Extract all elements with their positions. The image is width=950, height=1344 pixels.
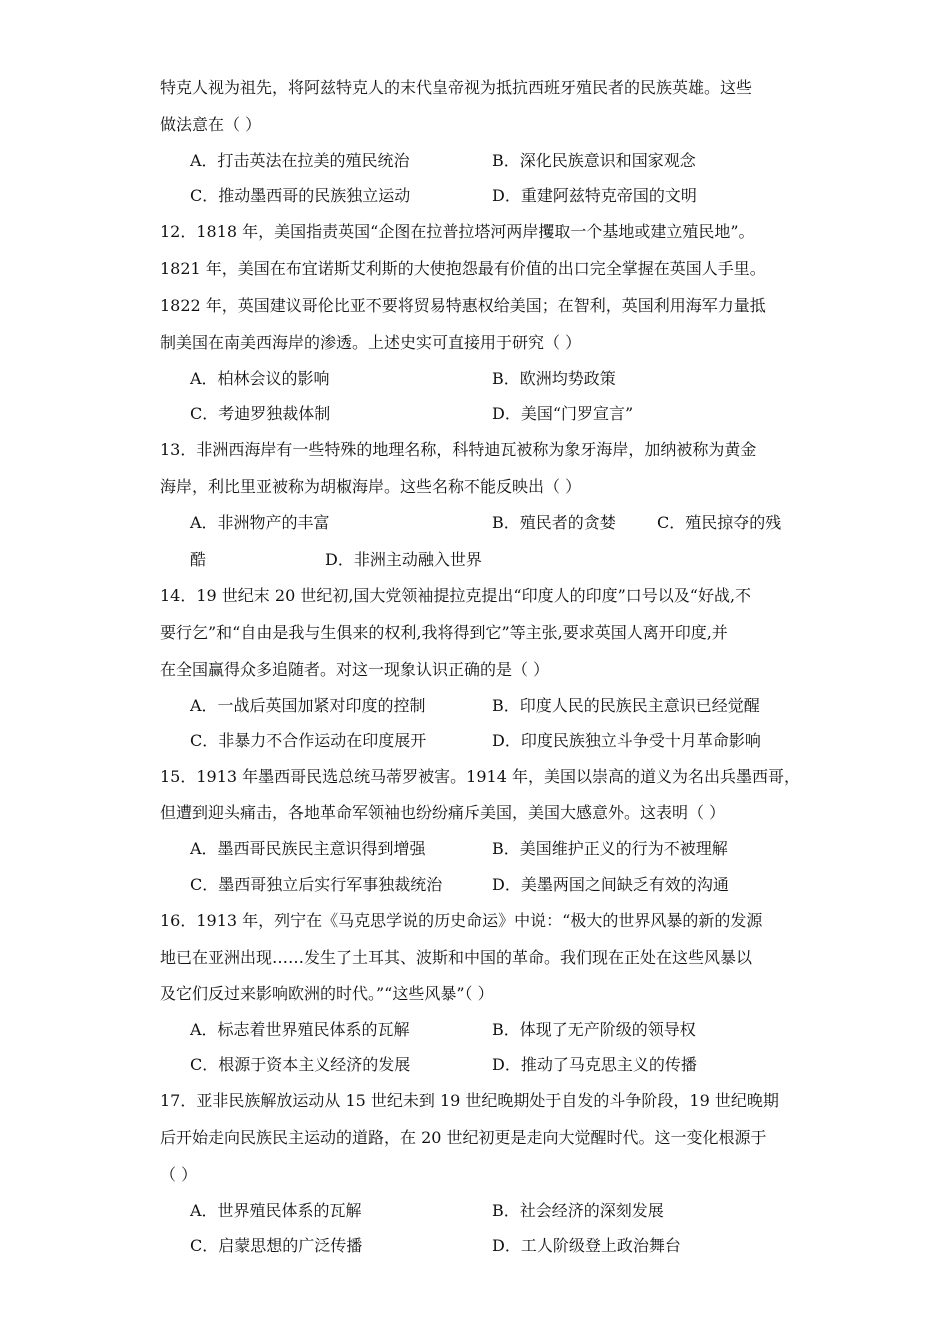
q14-stem-line-1: 14．19 世纪末 20 世纪初,国大党领袖提拉克提出“印度人的印度”口号以及“好战,不 — [160, 586, 752, 605]
q15-option-c: C．墨西哥独立后实行军事独裁统治 — [190, 875, 443, 894]
q12-stem-line-1: 12．1818 年，美国指责英国“企图在拉普拉塔河两岸攫取一个基地或建立殖民地”。 — [160, 222, 755, 241]
q16-option-d: D．推动了马克思主义的传播 — [492, 1055, 697, 1074]
q11-stem-line-1: 特克人视为祖先，将阿兹特克人的末代皇帝视为抵抗西班牙殖民者的民族英雄。这些 — [160, 78, 753, 97]
q12-stem-line-3: 1822 年，英国建议哥伦比亚不要将贸易特惠权给美国；在智利，英国利用海军力量抵 — [160, 296, 766, 315]
q14-option-d: D．印度民族独立斗争受十月革命影响 — [492, 731, 761, 750]
q16-stem-line-3: 及它们反过来影响欧洲的时代。”“这些风暴”（ ） — [160, 984, 494, 1003]
q11-option-c: C．推动墨西哥的民族独立运动 — [190, 186, 411, 205]
q11-option-b: B．深化民族意识和国家观念 — [492, 151, 696, 170]
q16-stem-line-1: 16．1913 年，列宁在《马克思学说的历史命运》中说：“极大的世界风暴的新的发源 — [160, 911, 763, 930]
q17-stem-line-1: 17．亚非民族解放运动从 15 世纪未到 19 世纪晚期处于自发的斗争阶段，19 世纪晚期 — [160, 1091, 779, 1110]
q13-option-d: D．非洲主动融入世界 — [325, 550, 482, 569]
q13-option-a: A．非洲物产的丰富 — [190, 513, 330, 532]
q17-stem-line-2: 后开始走向民族民主运动的道路，在 20 世纪初更是走向大觉醒时代。这一变化根源于 — [160, 1128, 767, 1147]
q14-option-c: C．非暴力不合作运动在印度展开 — [190, 731, 427, 750]
q12-option-c: C．考迪罗独裁体制 — [190, 404, 331, 423]
q15-option-b: B．美国维护正义的行为不被理解 — [492, 839, 728, 858]
q16-option-c: C．根源于资本主义经济的发展 — [190, 1055, 411, 1074]
q12-stem-line-2: 1821 年，美国在布宜诺斯艾利斯的大使抱怨最有价值的出口完全掌握在英国人手里。 — [160, 259, 766, 278]
q17-option-b: B．社会经济的深刻发展 — [492, 1201, 664, 1220]
q15-stem-line-2: 但遭到迎头痛击，各地革命军领袖也纷纷痛斥美国，美国大感意外。这表明（ ） — [160, 803, 726, 822]
q17-option-a: A．世界殖民体系的瓦解 — [190, 1201, 362, 1220]
q15-stem-line-1: 15．1913 年墨西哥民选总统马蒂罗被害。1914 年，美国以崇高的道义为名出兵墨西哥， — [160, 767, 800, 786]
q13-stem-line-1: 13．非洲西海岸有一些特殊的地理名称，科特迪瓦被称为象牙海岸，加纳被称为黄金 — [160, 440, 757, 459]
q12-stem-line-4: 制美国在南美西海岸的渗透。上述史实可直接用于研究（ ） — [160, 333, 582, 352]
q12-option-d: D．美国“门罗宣言” — [492, 404, 634, 423]
q11-option-a: A．打击英法在拉美的殖民统治 — [190, 151, 410, 170]
q16-stem-line-2: 地已在亚洲出现……发生了土耳其、波斯和中国的革命。我们现在正处在这些风暴以 — [160, 948, 753, 967]
q12-option-a: A．柏林会议的影响 — [190, 369, 330, 388]
q12-option-b: B．欧洲均势政策 — [492, 369, 616, 388]
q15-option-a: A．墨西哥民族民主意识得到增强 — [190, 839, 426, 858]
q13-option-b: B．殖民者的贪婪 — [492, 513, 616, 532]
q14-option-b: B．印度人民的民族民主意识已经觉醒 — [492, 696, 760, 715]
q11-stem-line-2: 做法意在（ ） — [160, 115, 262, 134]
q14-stem-line-3: 在全国赢得众多追随者。对这一现象认识正确的是（ ） — [160, 660, 550, 679]
q13-stem-line-2: 海岸，利比里亚被称为胡椒海岸。这些名称不能反映出（ ） — [160, 477, 582, 496]
q17-stem-line-3: （ ） — [160, 1165, 198, 1184]
q11-option-d: D．重建阿兹特克帝国的文明 — [492, 186, 697, 205]
q13-option-c-wrap: 酷 — [190, 550, 207, 569]
q16-option-b: B．体现了无产阶级的领导权 — [492, 1020, 696, 1039]
q14-option-a: A．一战后英国加紧对印度的控制 — [190, 696, 426, 715]
q17-option-d: D．工人阶级登上政治舞台 — [492, 1236, 681, 1255]
q15-option-d: D．美墨两国之间缺乏有效的沟通 — [492, 875, 729, 894]
q14-stem-line-2: 要行乞”和“自由是我与生俱来的权利,我将得到它”等主张,要求英国人离开印度,并 — [160, 623, 728, 642]
q17-option-c: C．启蒙思想的广泛传播 — [190, 1236, 363, 1255]
q16-option-a: A．标志着世界殖民体系的瓦解 — [190, 1020, 410, 1039]
q13-option-c: C．殖民掠夺的残 — [657, 513, 782, 532]
